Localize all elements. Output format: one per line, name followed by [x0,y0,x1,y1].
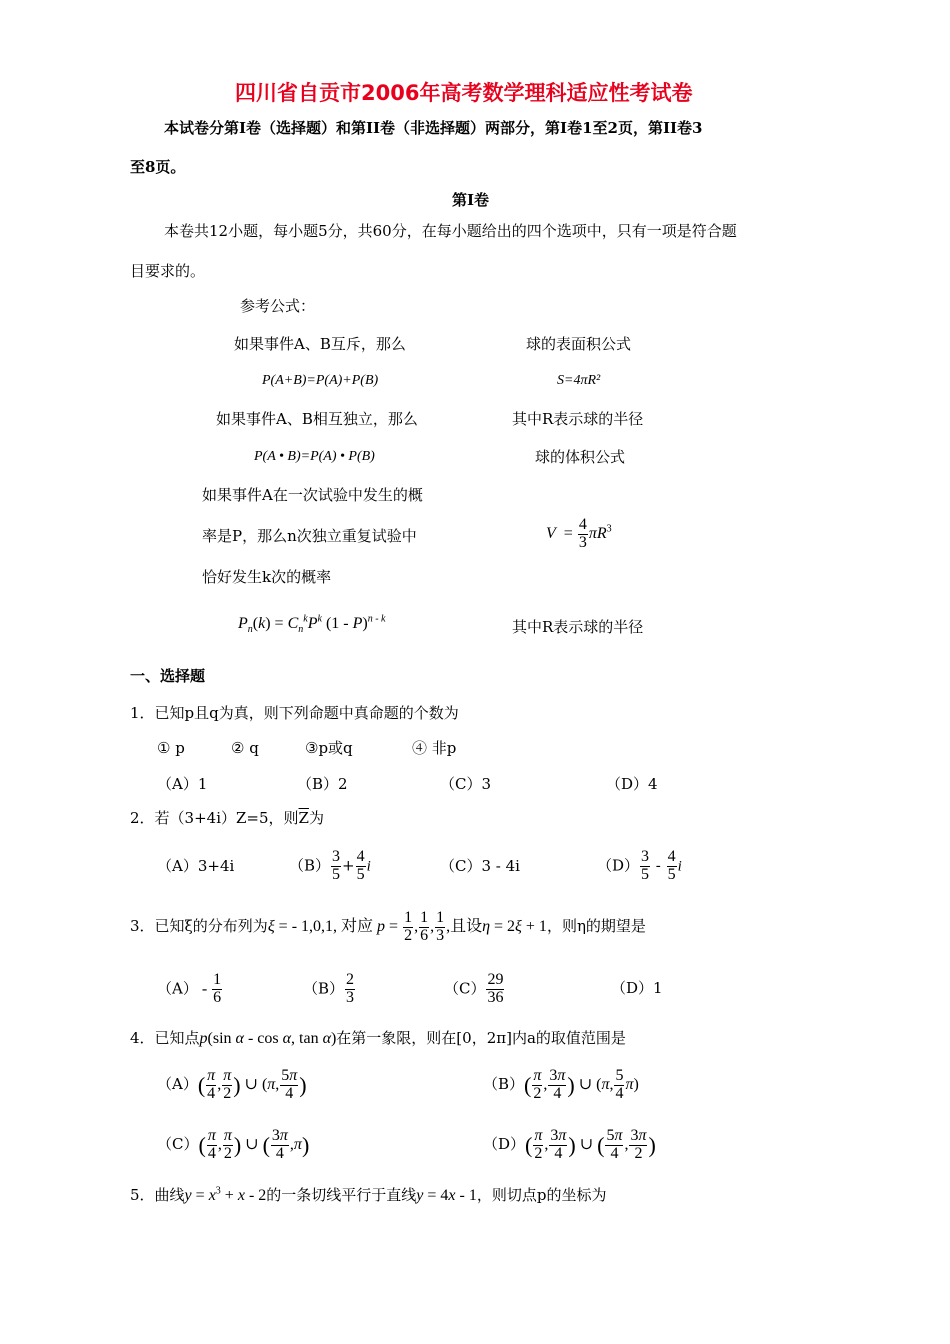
q1-item: ③p或q [305,739,353,757]
q4-stem: 4．已知点p(sin α - cos α, tan α)在第一象限，则在[0，2π]内a的取值范围是 [130,1029,626,1047]
q3-stem-post: ，则η的期望是 [546,916,646,935]
q1-option-b: （B）2 [297,775,348,793]
q5-stem: 5．曲线$y = x^3 + x - 2$的一条切线平行于直线y = 4x - 1，则切点p的坐标为 [130,1185,607,1204]
q4-stem-pre: 4．已知点 [130,1029,200,1047]
q3-option-b: （B） $\frac{2}{3}$ [303,971,355,1006]
q2-stem-var: $\overline{Z}$ [298,809,309,827]
q4-option-d: （D）( $\frac{\pi}{2}$ , $\frac{3\pi}{4}$ ) ∪ ( $\frac{5\pi}{4}$ , $\frac{3\pi}{2}$ ) [483,1127,656,1162]
part1-heading: 第Ⅰ卷 [452,191,490,209]
formula-right-2: 其中R表示球的半径 [512,410,644,428]
q3-option-d: （D）1 [611,979,663,997]
q4-option-a: （A）( $\frac{\pi}{4}$ , $\frac{\pi}{2}$ ) ∪ (π, $\frac{5\pi}{4}$ ) [157,1067,307,1102]
section-heading: 一、选择题 [130,667,206,685]
q3-option-c-label: （C） [444,979,486,998]
formula-right-3: 球的体积公式 [535,448,626,466]
q4-option-c: （C）( $\frac{\pi}{4}$ , $\frac{\pi}{2}$ ) ∪ ( $\frac{3\pi}{4}$ ,π) [157,1127,310,1162]
q5-stem-post: ，则切点p的坐标为 [476,1186,607,1204]
q4-option-d-label: （D） [483,1134,526,1153]
formula-right-4: 其中R表示球的半径 [512,618,644,636]
q2-stem-pre: 2．若（3+4i）Z=5，则 [130,809,299,827]
q2-option-d: （D） $\frac{3}{5}$ - $\frac{4}{5}$ i [597,848,682,883]
q5-stem-pre: 5．曲线 [130,1186,185,1204]
formula-left-3a: 如果事件A在一次试验中发生的概 [202,486,423,504]
part1-desc-line-1: 本卷共12小题，每小题5分，共60分，在每小题给出的四个选项中，只有一项是符合题 [164,222,737,240]
q2-option-c: （C）3 - 4i [440,857,520,875]
formula-label: 参考公式： [240,297,316,315]
q3-option-c: （C） $\frac{29}{36}$ [444,971,504,1006]
q3-option-a-label: （A） [157,979,198,998]
intro-line-2: 至8页。 [130,158,186,176]
q3-option-b-label: （B） [303,979,345,998]
q4-option-b: （B）( $\frac{\pi}{2}$ , $\frac{3\pi}{4}$ ) ∪ (π, $\frac{5}{4}$ π) [483,1067,639,1102]
q4-option-c-label: （C） [157,1134,199,1153]
q3-stem-pre: 3．已知ξ的分布列为 [130,916,268,935]
q1-option-d: （D）4 [606,775,658,793]
q1-option-c: （C）3 [440,775,492,793]
formula-left-1: 如果事件A、B互斥，那么 [234,335,406,353]
sphere-volume-formula: V = $\frac{4}{3}$ $\pi R^3$ [546,516,612,551]
q1-item: ④ 非p [412,739,457,757]
formula-left-2: 如果事件A、B相互独立，那么 [216,410,418,428]
q2-stem-post: 为 [308,809,324,827]
q1-stem: 1．已知p且q为真，则下列命题中真命题的个数为 [130,704,459,722]
q2-option-b: （B） $\frac{3}{5}$ + $\frac{4}{5}$ i [289,848,371,883]
formula-right-1: 球的表面积公式 [526,335,632,353]
formula-left-1-eq: P(A+B)=P(A)+P(B) [262,373,379,388]
q4-stem-post: 在第一象限，则在[0，2π]内a的取值范围是 [336,1029,626,1047]
q2-option-d-label: （D） [597,856,640,875]
intro-line-1: 本试卷分第Ⅰ卷（选择题）和第II卷（非选择题）两部分，第Ⅰ卷1至2页，第II卷3 [164,119,703,137]
q4-option-b-label: （B） [483,1074,525,1093]
q1-option-a: （A）1 [157,775,208,793]
formula-left-2-eq: P(A • B)=P(A) • P(B) [254,449,375,464]
formula-right-1-eq: S=4πR² [557,373,601,388]
q2-option-a: （A）3+4i [157,857,235,875]
q1-item: ① p [157,739,185,757]
page-title: 四川省自贡市2006年高考数学理科适应性考试卷 [235,81,693,105]
q3-option-a: （A） - $\frac{1}{6}$ [157,971,222,1006]
part1-desc-line-2: 目要求的。 [130,262,206,280]
formula-left-3c: 恰好发生k次的概率 [202,568,332,586]
q5-stem-mid: 的一条切线平行于直线 [266,1186,417,1204]
q2-option-b-label: （B） [289,856,331,875]
formula-left-3b: 率是P，那么n次独立重复试验中 [202,527,417,545]
q1-item: ② q [231,739,259,757]
q4-option-a-label: （A） [157,1074,198,1093]
q2-stem [130,811,324,826]
binomial-formula: $P_n(k) = C_n^kP^k$ (1 - P)$^{n - k}$ [238,613,386,636]
q3-stem: 3．已知ξ的分布列为ξ = - 1,0,1, 对应 p = $\frac{1}{2}$ , $\frac{1}{6}$ , $\frac{1}{3}$ ,且设η = 2ξ + 1，则η的期望是 [130,909,646,944]
